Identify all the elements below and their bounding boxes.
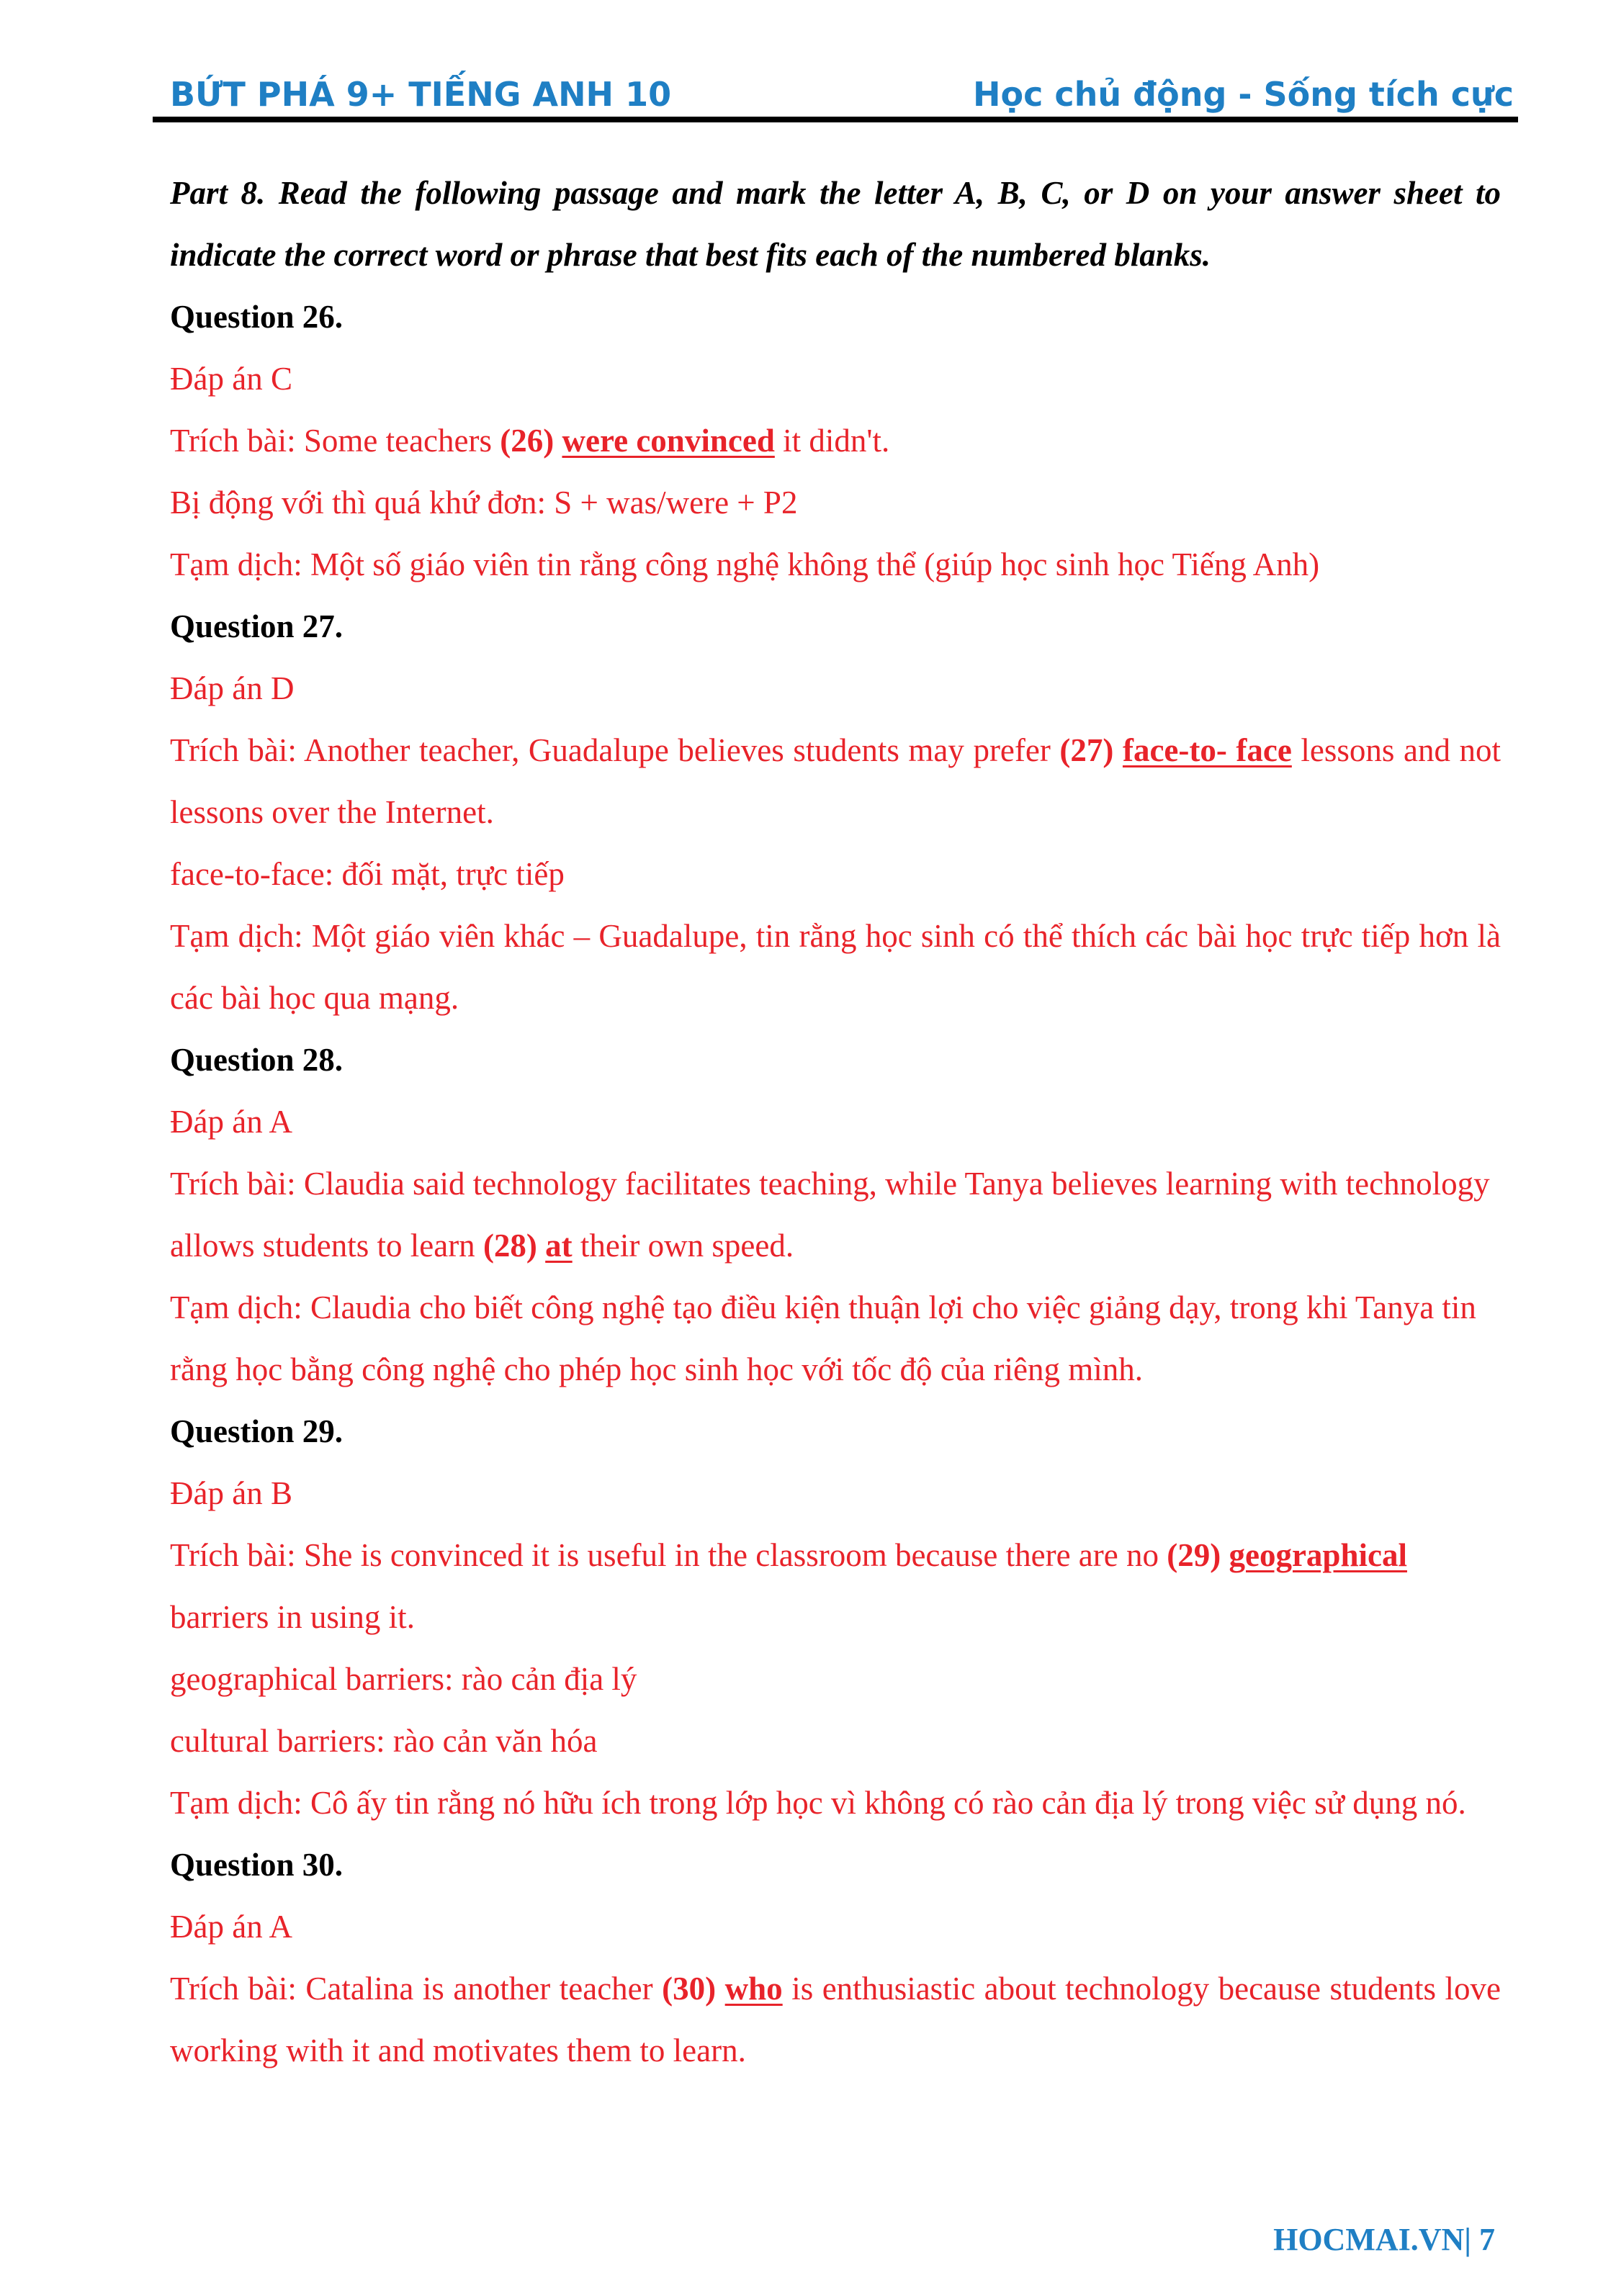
header-title: BỨT PHÁ 9+ TIẾNG ANH 10 [170,75,672,114]
excerpt-text: Trích bài: She is convinced it is useful in the classroom because there are no [170,1537,1167,1573]
excerpt-text: it didn't. [774,423,890,459]
page-footer: HOCMAI.VN| 7 [1273,2222,1495,2257]
excerpt-text: Trích bài: Catalina is another teacher [170,1971,663,2007]
header-slogan: Học chủ động - Sống tích cực [973,75,1514,114]
vocab-note: cultural barriers: rào cản văn hóa [170,1723,598,1759]
excerpt [170,719,1501,843]
answer-line: Đáp án A [170,1909,292,1945]
translation: Tạm dịch: Một số giáo viên tin rằng công nghệ không thể (giúp học sinh học Tiếng Anh) [170,546,1320,582]
excerpt-text: Trích bài: Claudia said technology facilitates teaching, while Tanya believes learning with technology allows students to learn [170,1166,1490,1264]
answer-key-body [170,162,1501,2081]
vocab-note: face-to-face: đối mặt, trực tiếp [170,856,565,892]
answer-key: face-to- face [1122,732,1292,768]
question-title: Question 26. [170,299,344,335]
excerpt-text: barriers in using it. [170,1599,415,1635]
blank-number: (26) [500,423,555,459]
excerpt-text: is enthusiastic about technology because students love working with it and motivates them to learn. [170,1971,1501,2068]
translation: Tạm dịch: Cô ấy tin rằng nó hữu ích trong lớp học vì không có rào cản địa lý trong việc sử dụng nó. [170,1785,1466,1821]
blank-number: (28) [482,1228,537,1264]
excerpt [170,1524,1501,1648]
blank-number: (27) [1059,732,1114,768]
blank-number: (29) [1167,1537,1221,1573]
answer-key: were convinced [562,423,775,459]
question-title: Question 28. [170,1042,344,1078]
part-instruction: Part 8. Read the following passage and mark the letter A, B, C, or D on your answer sheet to indicate the correct word or phrase that best fits each of the numbered blanks. [170,175,1501,273]
blank-number: (30) [662,1971,717,2007]
answer-line: Đáp án B [170,1475,292,1511]
answer-key: at [545,1228,573,1264]
excerpt-text: Trích bài: Some teachers [170,423,500,459]
excerpt [170,410,1501,472]
excerpt-text: Trích bài: Another teacher, Guadalupe believes students may prefer [170,732,1060,768]
grammar-note: Bị động với thì quá khứ đơn: S + was/were + P2 [170,485,798,521]
excerpt [170,1153,1501,1277]
page-header [170,69,1514,122]
answer-key: geographical [1229,1537,1407,1573]
question-title: Question 29. [170,1413,344,1449]
header-divider [153,117,1518,122]
translation: Tạm dịch: Claudia cho biết công nghệ tạo điều kiện thuận lợi cho việc giảng dạy, trong khi Tanya tin rằng học bằng công nghệ cho phép học sinh học với tốc độ của riêng mình. [170,1289,1476,1387]
excerpt [170,1958,1501,2081]
excerpt-text: lessons and not lessons over the Internet. [170,732,1501,830]
answer-line: Đáp án C [170,361,292,397]
question-title: Question 30. [170,1847,344,1883]
answer-key: who [724,1971,783,2007]
translation: Tạm dịch: Một giáo viên khác – Guadalupe, tin rằng học sinh có thể thích các bài học trực tiếp hơn là các bài học qua mạng. [170,918,1501,1016]
answer-line: Đáp án D [170,670,295,706]
question-title: Question 27. [170,608,344,644]
excerpt-text: their own speed. [572,1228,794,1264]
vocab-note: geographical barriers: rào cản địa lý [170,1661,637,1697]
answer-line: Đáp án A [170,1104,292,1140]
